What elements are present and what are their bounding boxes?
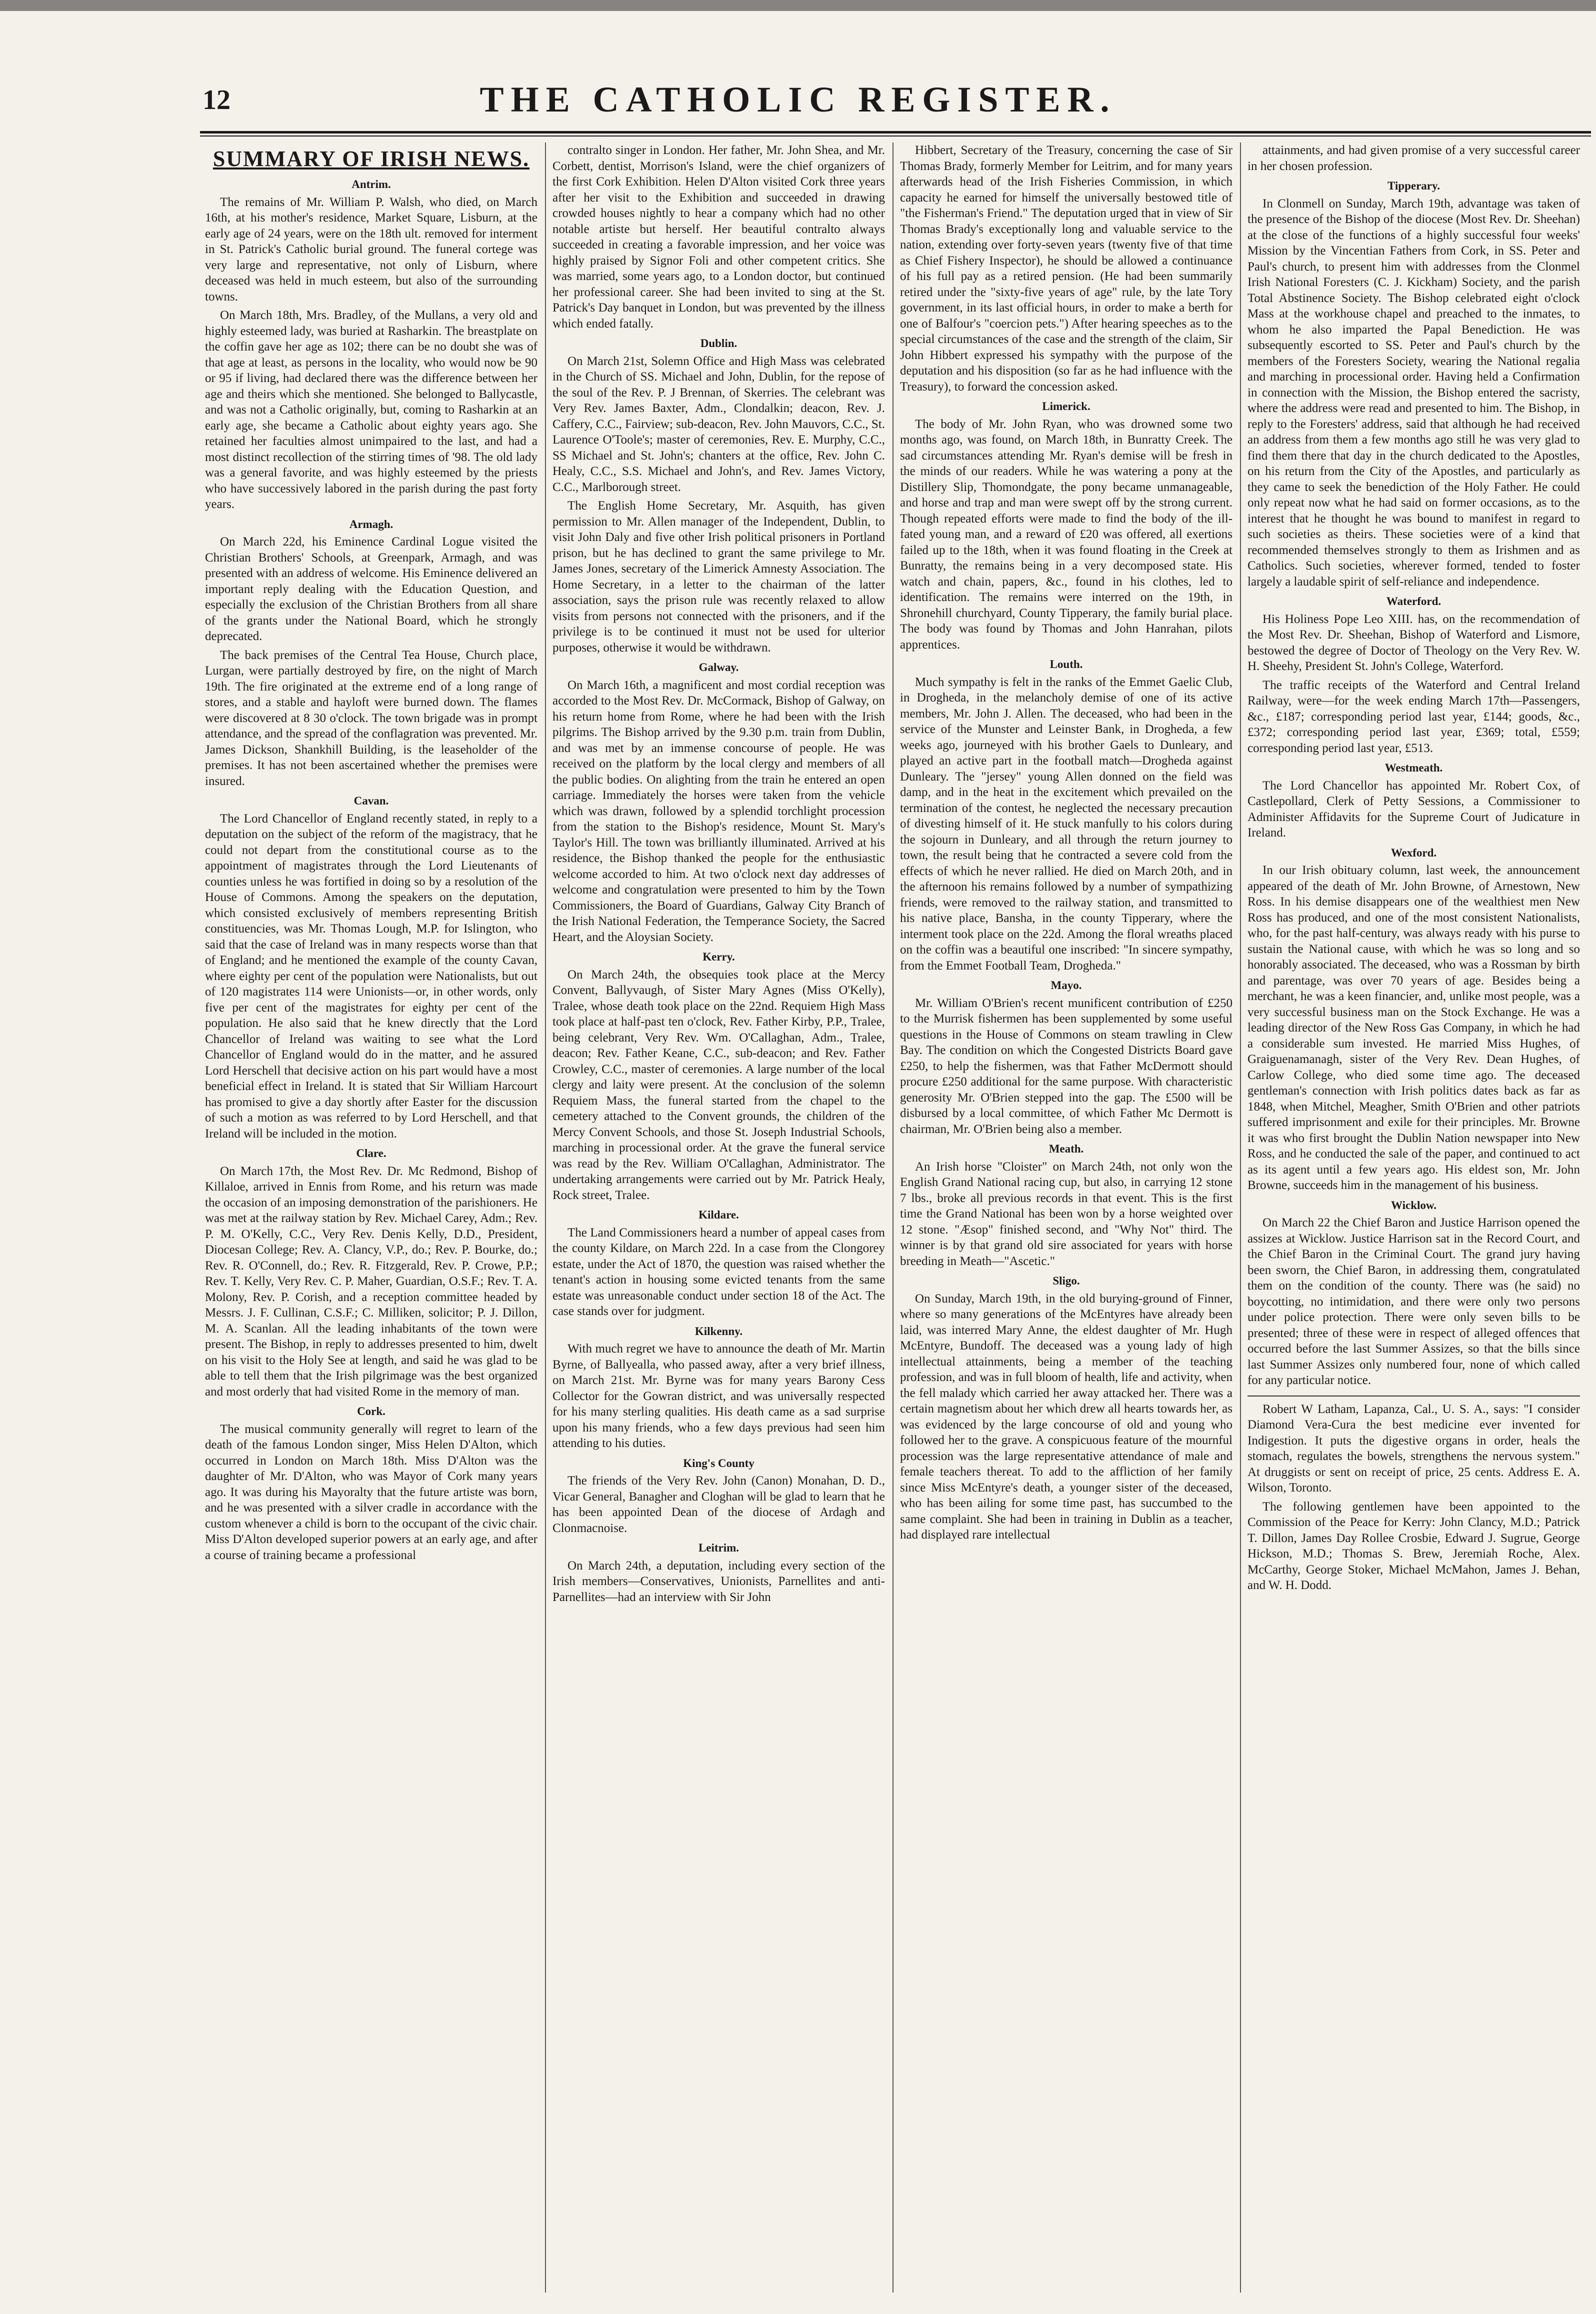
column-divider: [545, 142, 546, 2292]
county-heading: Sligo.: [1052, 1274, 1080, 1287]
news-paragraph: On March 24th, a deputation, including every section of the Irish members—Conservatives, Unionists, Parnellites and anti-Parnellites—had an interview with Sir John: [552, 1558, 885, 1604]
county-heading: Cork.: [357, 1405, 386, 1418]
masthead: THE CATHOLIC REGISTER.: [480, 80, 1116, 120]
news-paragraph: Robert W Latham, Lapanza, Cal., U. S. A., says: "I consider Diamond Vera-Cura the best medicine ever invented for Indigestion. It puts the digestive organs in order, heals the stomach, regulates the bowels, strengthens the nervous system." At druggists or sent on receipt of price, 25 cents. Address E. A. Wilson, Toronto.: [1248, 1402, 1580, 1494]
county-heading: Wicklow.: [1391, 1198, 1436, 1212]
news-paragraph: In Clonmell on Sunday, March 19th, advantage was taken of the presence of the Bishop of the diocese (Most Rev. Dr. Sheehan) at the close of the functions of a highly successful four weeks' Mission by the Vincentian Fathers from Cork, in SS. Peter and Paul's church, to present him with addresses from the Clonmel Irish National Foresters (C. J. Kickham) Society, and the parish Total Abstinence Society. The Bishop celebrated eight o'clock Mass at the workhouse chapel and preached to the inmates, to whom he also imparted the Papal Benediction. He was subsequently escorted to SS. Peter and Paul's church by the members of the Foresters Society, wearing the National regalia and marching in processional order. Having held a Confirmation in connection with the Mission, the Bishop entered the sacristy, where the address were read and presented to him. The Bishop, in reply to the Foresters' address, said that although he had received an address from them a few months ago still he was very glad to find them there that day in the church dedicated to the Apostles, on his return from the City of the Apostles, and particularly as they came to seek the benediction of the Holy Father. He could only repeat now what he had said on former occasions, as to the interest that he thought he was bound to manifest in regard to such societies as theirs. These societies were of a kind that recommended themselves strongly to them as Irishmen and as Catholics. Such societies, wherever formed, tended to foster largely a laudable spirit of self-reliance and independence.: [1248, 196, 1580, 588]
county-heading: Kerry.: [702, 950, 735, 963]
column-divider: [892, 142, 894, 2292]
news-paragraph: contralto singer in London. Her father, Mr. John Shea, and Mr. Corbett, dentist, Morrison's Island, were the chief organizers of the first Cork Exhibition. Helen D'Alton visited Cork three years after her visit to the Exhibition and succeeded in drawing crowded houses nightly to hear a company which had no other notable artiste but herself. Her beautiful contralto always succeeded in creating a favorable impression, and her voice was highly praised by Signor Foli and other competent critics. She was married, some years ago, to a London doctor, but continued her professional career. She had been invited to sing at the St. Patrick's Day banquet in London, but was prevented by the illness which ended fatally.: [552, 144, 885, 330]
scan-edge: [0, 0, 1596, 11]
news-paragraph: His Holiness Pope Leo XIII. has, on the recommendation of the Most Rev. Dr. Sheehan, Bishop of Waterford and Lismore, bestowed the degree of Doctor of Theology on the Very Rev. W. H. Sheehy, President St. John's College, Waterford.: [1248, 612, 1580, 673]
news-paragraph: The remains of Mr. William P. Walsh, who died, on March 16th, at his mother's residence, Market Square, Lisburn, at the early age of 24 years, were on the 18th ult. removed for interment in St. Patrick's Catholic burial ground. The funeral cortege was very large and representative, not only of Lisburn, where deceased was held in much esteem, but also of the surrounding towns.: [205, 195, 538, 304]
news-paragraph: In our Irish obituary column, last week, the announcement appeared of the death of Mr. John Browne, of Arnestown, New Ross. In his demise disappears one of the wealthiest men New Ross has produced, and one of the most consistent Nationalists, who, for the past half-century, was always ready with his purse to sustain the National cause, with which he was so long and so honorably associated. The deceased, who was a Rossman by birth and parentage, was over 70 years of age. Besides being a merchant, he was a keen financier, and, unlike most people, was a very successful business man on the Stock Exchange. He was a leading director of the New Ross Gas Company, in which he had a considerable sum invested. He married Miss Hughes, of Graiguenamanagh, sister of the Very Rev. Dean Hughes, of Carlow College, who died some time ago. The deceased gentleman's connection with Irish politics dates back as far as 1848, when Mitchel, Meagher, Smith O'Brien and other patriots suffered imprisonment and exile for their principles. Mr. Browne it was who first brought the Dublin Nation newspaper into New Ross, and he conducted the sale of the paper, and continued to act as its agent until a few years ago. His eldest son, Mr. John Browne, succeeds him in the management of his business.: [1248, 864, 1580, 1192]
news-paragraph: On March 24th, the obsequies took place at the Mercy Convent, Ballyvaugh, of Sister Mary Agnes (Miss O'Kelly), Tralee, whose death took place on the 22nd. Requiem High Mass took place at half-past ten o'clock, Rev. Father Kirby, P.P., Tralee, being celebrant, Very Rev. Wm. O'Callaghan, Adm., Tralee, deacon; Rev. Father Keane, C.C., sub-deacon; and Rev. Father Crowley, C.C., master of ceremonies. A large number of the local clergy and laity were present. At the conclusion of the solemn Requiem Mass, the funeral started from the chapel to the cemetery attached to the Convent grounds, the children of the Mercy Convent Schools, and those St. Joseph Industrial Schools, marching in processional order. At the grave the funeral service was read by the Rev. William O'Callaghan, Administrator. The undertaking arrangements were carried out by Mr. Patrick Healy, Rock street, Tralee.: [552, 968, 885, 1202]
article-columns: [205, 142, 1590, 2292]
county-heading: Kilkenny.: [694, 1324, 743, 1338]
column-1: [205, 142, 538, 2292]
county-heading: Mayo.: [1050, 979, 1082, 992]
page-header: [0, 75, 1596, 130]
county-heading: Cavan.: [354, 794, 389, 807]
news-paragraph: On March 16th, a magnificent and most cordial reception was accorded to the Most Rev. Dr. McCormack, Bishop of Galway, on his return home from Rome, where he had been with the Irish pilgrims. The Bishop arrived by the 9.30 p.m. train from Dublin, and was met by an immense concourse of people. He was received on the platform by the local clergy and members of all the public bodies. On alighting from the train he entered an open carriage. Immediately the horses were taken from the vehicle which was drawn, followed by a splendid torchlight procession from the station to the Bishop's residence, Mount St. Mary's Taylor's Hill. The town was brilliantly illuminated. Arrived at his residence, the Bishop thanked the people for the enthusiastic welcome accorded to him. At two o'clock next day addresses of welcome and congratulation were presented to him by the Town Commissioners, the Board of Guardians, Galway City Branch of the Irish National Federation, the Temperance Society, the Sacred Heart, and the Aloysian Society.: [552, 678, 885, 944]
column-3: [900, 142, 1232, 2292]
county-heading: Meath.: [1048, 1142, 1084, 1155]
news-paragraph: The Lord Chancellor of England recently stated, in reply to a deputation on the subject of the reform of the magistracy, that he could not depart from the constitutional course as to the appointment of magistrates through the Lord Lieutenants of counties unless he was fortified in doing so by a resolution of the House of Commons. Among the speakers on the deputation, which consisted exclusively of members representing British constituencies, was Mr. Thomas Lough, M.P. for Islington, who said that the case of Ireland was in many respects worse than that of England; and he mentioned the example of the county Cavan, where eighty per cent of the population were Nationalists, but out of 120 magistrates 114 were Unionists—or, in other words, only five per cent of the magistrates for eighty per cent of the population. He also said that he knew directly that the Lord Chancellor of Ireland was waiting to see what the Lord Chancellor of England would do in the matter, and he assured Lord Herschell that decisive action on his part would have a most beneficial effect in Ireland. It is stated that Sir William Harcourt has promised to give a day shortly after Easter for the discussion of such a motion as was referred to by Lord Herschell, and that Ireland will be included in the motion.: [205, 812, 538, 1140]
news-paragraph: Hibbert, Secretary of the Treasury, concerning the case of Sir Thomas Brady, formerly Member for Leitrim, and for many years afterwards head of the Irish Fisheries Commission, in which capacity he earned for himself the universally bestowed title of "the Fisherman's Friend." The deputation urged that in view of Sir Thomas Brady's exceptionally long and valuable service to the nation, extending over forty-seven years (twenty five of that time as Chief Fishery Inspector), he should be allowed a continuance of his full pay as a retired pension. (He had been summarily retired under the "sixty-five years of age" rule, by the late Tory government, in its last official hours, in order to make a berth for one of Balfour's "coercion pets.") After hearing speeches as to the special circumstances of the case and the strength of the claim, Sir John Hibbert expressed his sympathy with the purpose of the deputation and his disposition (so far as he had influence with the Treasury), to forward the concession asked.: [900, 144, 1232, 394]
news-paragraph: An Irish horse "Cloister" on March 24th, not only won the English Grand National racing cup, but also, in carrying 12 stone 7 lbs., broke all previous records in that event. This is the first time the Grand National has been won by a horse weighted over 12 stone. "Æsop" finished second, and "Why Not" third. The winner is by that grand old sire associated for years with horse breeding in Meath—"Ascetic.": [900, 1160, 1232, 1268]
county-heading: Leitrim.: [698, 1542, 740, 1554]
news-paragraph: The Land Commissioners heard a number of appeal cases from the county Kildare, on March 22d. In a case from the Clongorey estate, under the Act of 1870, the question was raised whether the tenant's action in housing some evicted tenants from the same estate was unreasonable conduct under section 18 of the Act. The case stands over for judgment.: [552, 1226, 885, 1318]
news-paragraph: The friends of the Very Rev. John (Canon) Monahan, D. D., Vicar General, Banagher and Cloghan will be glad to learn that he has been appointed Dean of the diocese of Ardagh and Clonmacnoise.: [552, 1474, 885, 1535]
county-heading: Clare.: [356, 1147, 386, 1160]
news-paragraph: On March 22 the Chief Baron and Justice Harrison opened the assizes at Wicklow. Justice Harrison sat in the Record Court, and the Chief Baron in the Criminal Court. The grand jury having been sworn, the Chief Baron, in addressing them, congratulated them on the condition of the county. There was (he said) no boycotting, no intimidation, and there were only two persons under police protection. There were only seven bills to be presented; three of these were in respect of alleged offences that occurred before the last Summer Assizes, so that the bills since last Summer Assizes only numbered four, none of which called for any particular notice.: [1248, 1216, 1580, 1387]
county-heading: Wexford.: [1390, 846, 1437, 859]
county-heading: Dublin.: [700, 337, 738, 350]
county-heading: Waterford.: [1386, 595, 1442, 608]
news-paragraph: The traffic receipts of the Waterford and Central Ireland Railway, were—for the week ending March 17th—Passengers, &c., £187; corresponding period last year, £144; goods, &c., £372; corresponding period last year, £369; total, £559; corresponding period last year, £513.: [1248, 678, 1580, 755]
news-paragraph: The following gentlemen have been appointed to the Commission of the Peace for Kerry: John Clancy, M.D.; Patrick T. Dillon, James Day Rollee Crosbie, Edward J. Sugrue, George Hickson, M.D.; Thomas S. Brew, Jeremiah Roche, Alex. McCarthy, George Stoker, Michael McMahon, James J. Behan, and W. H. Dodd.: [1248, 1500, 1580, 1592]
news-paragraph: attainments, and had given promise of a very successful career in her chosen profession.: [1248, 144, 1580, 173]
news-paragraph: The musical community generally will regret to learn of the death of the famous London singer, Miss Helen D'Alton, which occurred in London on March 18th. Miss D'Alton was the daughter of Mr. D'Alton, who was Mayor of Cork many years ago. It was during his Mayoralty that the future artiste was born, and he was presented with a silver cradle in accordance with the custom whenever a child is born to the occupant of the civic chair. Miss D'Alton developed superior powers at an early age, and after a course of training became a professional: [205, 1422, 538, 1562]
county-heading: Galway.: [698, 661, 739, 674]
news-paragraph: The body of Mr. John Ryan, who was drowned some two months ago, was found, on March 18th, in Bunratty Creek. The sad circumstances attending Mr. Ryan's demise will be fresh in the minds of our readers. While he was watering a pony at the Distillery Slip, Thomondgate, the pony became unmanageable, and horse and trap and man were swept off by the strong current. Though repeated efforts were made to find the body of the ill-fated young man, and a reward of £20 was offered, all exertions failed up to the 18th, when it was found floating in the Creek at Bunratty, the remains being in a very decomposed state. His watch and chain, papers, &c., found in his clothes, led to identification. The remains were interred on the 19th, in Shronehill churchyard, County Tipperary, the family burial place. The body was found by Thomas and John Hanrahan, pilots apprentices.: [900, 417, 1232, 652]
county-heading: Limerick.: [1042, 400, 1090, 412]
news-paragraph: On March 17th, the Most Rev. Dr. Mc Redmond, Bishop of Killaloe, arrived in Ennis from Rome, and his return was made the occasion of an imposing demonstration of the parishioners. He was met at the railway station by Rev. Michael Carey, Adm.; Rev. P. M. O'Kelly, C.C., Very Rev. Denis Kelly, D.D., President, Diocesan College; Rev. A. Clancy, V.P., do.; Rev. P. Bourke, do.; Rev. R. O'Connell, do.; Rev. R. Fitzgerald, Rev. P. Crowe, P.P.; Rev. T. Kelly, Very Rev. C. P. Maher, Guardian, O.S.F.; Rev. T. A. Molony, Rev. P. Corish, and a reception committee headed by Messrs. J. F. Cullinan, C.S.F.; C. Milliken, solicitor; P. J. Dillon, M. A. Scanlan. All the leading inhabitants of the town were present. The Bishop, in reply to addresses presented to him, dwelt on his visit to the Holy See at length, and said he was glad to be able to tell them that the Irish pilgrimage was the best organized and most orderly that had visited Rome in the memory of man.: [205, 1164, 538, 1398]
news-paragraph: On Sunday, March 19th, in the old burying-ground of Finner, where so many generations of the McEntyres have already been laid, was interred Mary Anne, the eldest daughter of Mr. Hugh McEntyre, Bundoff. The deceased was a young lady of high intellectual attainments, being a member of the teaching profession, and was in full bloom of health, life and activity, when the fell malady which carried her away attacked her. There was a certain magnetism about her which drew all hearts towards her, as was evidenced by the large concourse of old and young who followed her to the grave. A conspicuous feature of the mournful procession was the large representative attendance of male and female teachers thereat. To add to the affliction of her family since Miss McEntyre's death, a younger sister of the deceased, who has been ailing for some time past, has succumbed to the same complaint. She had been in training in Dublin as a teacher, had displayed rare intellectual: [900, 1292, 1232, 1542]
county-heading: Tipperary.: [1387, 180, 1440, 192]
page-number: 12: [202, 84, 230, 116]
county-heading: Armagh.: [349, 518, 394, 530]
county-heading: Louth.: [1050, 658, 1083, 670]
county-heading: Westmeath.: [1384, 762, 1443, 774]
news-paragraph: On March 21st, Solemn Office and High Mass was celebrated in the Church of SS. Michael and John, Dublin, for the repose of the soul of the Rev. P. J Brennan, of Skerries. The celebrant was Very Rev. James Baxter, Adm., Clondalkin; deacon, Rev. J. Caffery, C.C., Fairview; sub-deacon, Rev. John Mauvors, C.C., St. Laurence O'Toole's; master of ceremonies, Rev. E. Murphy, C.C., SS Michael and St. John's; chanters at the office, Rev. John C. Healy, C.C., S.S. Michael and John's, and Rev. James Victory, C.C., Marlborough street.: [552, 354, 885, 494]
news-paragraph: The Lord Chancellor has appointed Mr. Robert Cox, of Castlepollard, Clerk of Petty Sessions, a Commissioner to Administer Affidavits for the Supreme Court of Judicature in Ireland.: [1248, 778, 1580, 840]
county-heading: Antrim.: [352, 178, 391, 190]
news-paragraph: The English Home Secretary, Mr. Asquith, has given permission to Mr. Allen manager of the Independent, Dublin, to visit John Daly and five other Irish political prisoners in Portland prison, but he has declined to grant the same privilege to Mr. James Jones, secretary of the Limerick Amnesty Association. The Home Secretary, in a letter to the chairman of the latter association, says the prison rule was recently relaxed to allow visits from persons not connected with the prisoners, and if the privilege is to be continued it must not be used for ulterior purposes, otherwise it would be withdrawn.: [552, 499, 885, 654]
county-heading: King's County: [683, 1456, 754, 1470]
county-heading: Kildare.: [698, 1208, 739, 1221]
news-paragraph: Mr. William O'Brien's recent munificent contribution of £250 to the Murrisk fishermen has been supplemented by some useful questions in the House of Commons on steam trawling in Clew Bay. The condition on which the Congested Districts Board gave £250, to help the fishermen, was that Father McDermott should procure £250 additional for the same purpose. With characteristic generosity Mr. O'Brien stepped into the gap. The £500 will be disbursed by a local committee, of which Father Mc Dermott is chairman, Mr. O'Brien being also a member.: [900, 996, 1232, 1136]
column-4: [1248, 142, 1580, 2292]
news-paragraph: Much sympathy is felt in the ranks of the Emmet Gaelic Club, in Drogheda, in the melancholy demise of one of its active members, Mr. John J. Allen. The deceased, who had been in the service of the Munster and Leinster Bank, in Drogheda, a few weeks ago, journeyed with his brother Gaels to Dunleary, and played an active part in the football match—Drogheda against Dunleary. The "jersey" young Allen donned on the field was damp, and in the heat in the excitement which prevailed on the termination of the contest, he neglected the necessary precaution of divesting himself of it. He stuck manfully to his colors during the sojourn in Dunleary, and all through the return journey to town, the result being that he contracted a severe cold from the effects of which he never rallied. He died on March 20th, and in the afternoon his remains followed by a number of sympathizing friends, were removed to the railway station, and transmitted to his native place, Bansha, in the county Tipperary, where the interment took place on the 22d. Among the floral wreaths placed on the coffin was a beautiful one inscribed: "In sincere sympathy, from the Emmet Football Team, Drogheda.": [900, 675, 1232, 972]
news-paragraph: The back premises of the Central Tea House, Church place, Lurgan, were partially destroyed by fire, on the night of March 19th. The fire originated at the extreme end of a long range of stores, and a stable and hayloft were burned down. The flames were discovered at 8 30 o'clock. The town brigade was in prompt attendance, and the spread of the conflagration was prevented. Mr. James Dickson, Shankhill Building, is the leaseholder of the premises. It has not been ascertained whether the premises were insured.: [205, 648, 538, 788]
section-title: SUMMARY OF IRISH NEWS.: [212, 146, 530, 171]
column-2: [552, 142, 885, 2292]
header-rule: [200, 131, 1591, 134]
column-divider: [1240, 142, 1241, 2292]
news-paragraph: On March 18th, Mrs. Bradley, of the Mullans, a very old and highly esteemed lady, was buried at Rasharkin. The breastplate on the coffin gave her age as 102; there can be no doubt she was of that age at least, as persons in the locality, who would now be 90 or 95 if living, had declared there was the difference between her age and theirs which she mentioned. She belonged to Ballycastle, and was not a Catholic originally, but, coming to Rasharkin at an early age, she became a Catholic about eighty years ago. She retained her faculties almost unimpaired to the last, and had a most distinct recollection of the stirring times of '98. The old lady was a general favorite, and was highly esteemed by the priests who have successively labored in the parish during the past forty years.: [205, 308, 538, 511]
news-paragraph: With much regret we have to announce the death of Mr. Martin Byrne, of Ballyealla, who passed away, after a very brief illness, on March 21st. Mr. Byrne was for many years Barony Cess Collector for the Gowran district, and was universally respected for his many sterling qualities. His death came as a sad surprise upon his many friends, who a few days previous had seen him attending to his duties.: [552, 1342, 885, 1450]
news-paragraph: On March 22d, his Eminence Cardinal Logue visited the Christian Brothers' Schools, at Greenpark, Armagh, and was presented with an address of welcome. His Eminence delivered an important reply dealing with the Education Question, and especially the exclusion of the Christian Brothers from all share of the grants under the National Board, which he strongly deprecated.: [205, 535, 538, 643]
